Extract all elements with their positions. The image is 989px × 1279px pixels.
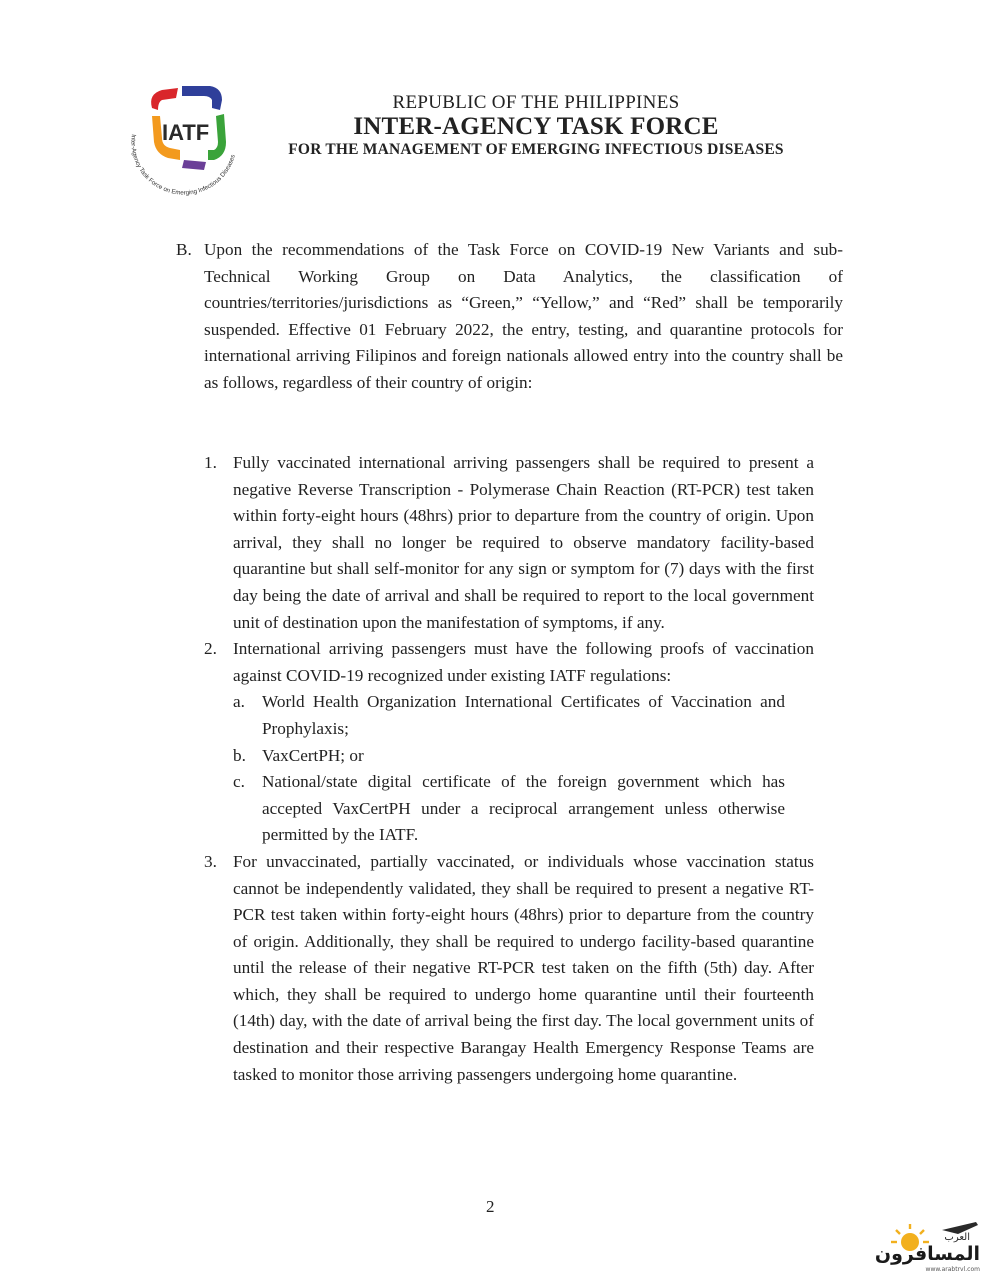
sub-item-c: [233, 769, 785, 849]
list-item-text: For unvaccinated, partially vaccinated, or individuals whose vaccination status cannot be independently validated, they shall be required to present a negative RT-PCR test taken within forty-eight hours (48hrs) prior to departure from the country of origin. Additionally, they shall be required to undergo facility-based quarantine until the release of their negative RT-PCR test taken on the fifth (5th) day. After which, they shall be required to undergo home quarantine until their fourteenth (14th) day, with the date of arrival being the first day. The local government units of destination and their respective Barangay Health Emergency Response Teams are tasked to monitor those arriving passengers undergoing home quarantine.: [233, 851, 814, 1084]
list-item-3: [204, 849, 814, 1088]
sub-item-letter: c.: [233, 772, 245, 792]
logo-text: IATF: [162, 120, 210, 145]
sub-item-letter: b.: [233, 745, 246, 765]
list-item-text: International arriving passengers must have the following proofs of vaccination against COVID-19 recognized under existing IATF regulations:: [233, 639, 814, 685]
header-country: REPUBLIC OF THE PHILIPPINES: [392, 92, 680, 113]
sub-item-text: VaxCertPH; or: [262, 745, 364, 765]
header-agency: INTER-AGENCY TASK FORCE: [353, 113, 719, 140]
sub-item-letter: a.: [233, 692, 245, 712]
sub-list: [233, 689, 814, 849]
section-b-text: Upon the recommendations of the Task Force on COVID-19 New Variants and sub-Technical Working Group on Data Analytics, the classification of countries/territories/jurisdictions as “Green,” “Yellow,” and “Red” shall be temporarily suspended. Effective 01 February 2022, the entry, testing, and quarantine protocols for international arriving Filipinos and foreign nationals allowed entry into the country shall be as follows, regardless of their country of origin:: [204, 240, 843, 392]
sub-item-text: National/state digital certificate of the foreign government which has accepted VaxCertPH under a reciprocal arrangement unless otherwise permitted by the IATF.: [262, 772, 785, 845]
sub-item-text: World Health Organization International Certificates of Vaccination and Prophylaxis;: [262, 692, 785, 738]
list-item-number: 3.: [204, 851, 217, 871]
page-number: 2: [486, 1197, 495, 1216]
section-b-label: B.: [176, 240, 192, 259]
protocol-list: [204, 450, 814, 1088]
sub-item-b: [233, 743, 785, 770]
watermark-url: www.arabtrvl.com: [925, 1266, 980, 1273]
header-subtitle: FOR THE MANAGEMENT OF EMERGING INFECTIOUS DISEASES: [288, 141, 784, 158]
watermark-text: المسافرون: [874, 1243, 980, 1265]
list-item-text: Fully vaccinated international arriving passengers shall be required to present a negative Reverse Transcription - Polymerase Chain Reaction (RT-PCR) test taken within forty-eight hours (48hrs) prior to departure from the country of origin. Upon arrival, they shall no longer be required to observe mandatory facility-based quarantine but shall self-monitor for any sign or symptom for (7) days with the first day being the date of arrival and shall be required to report to the local government unit of destination upon the manifestation of symptoms, if any.: [233, 453, 814, 632]
section-b: [176, 237, 843, 397]
list-item-1: [204, 450, 814, 636]
document-header: [230, 92, 842, 160]
list-item-number: 1.: [204, 453, 217, 472]
logo-ring-text: Inter-Agency Task Force on Emerging Infectious Diseases: [129, 133, 237, 197]
list-item-number: 2.: [204, 639, 217, 659]
watermark-small-text: العرب: [944, 1232, 970, 1243]
watermark-logo: [872, 1216, 984, 1274]
sub-item-a: [233, 689, 785, 742]
list-item-2: [204, 636, 814, 849]
